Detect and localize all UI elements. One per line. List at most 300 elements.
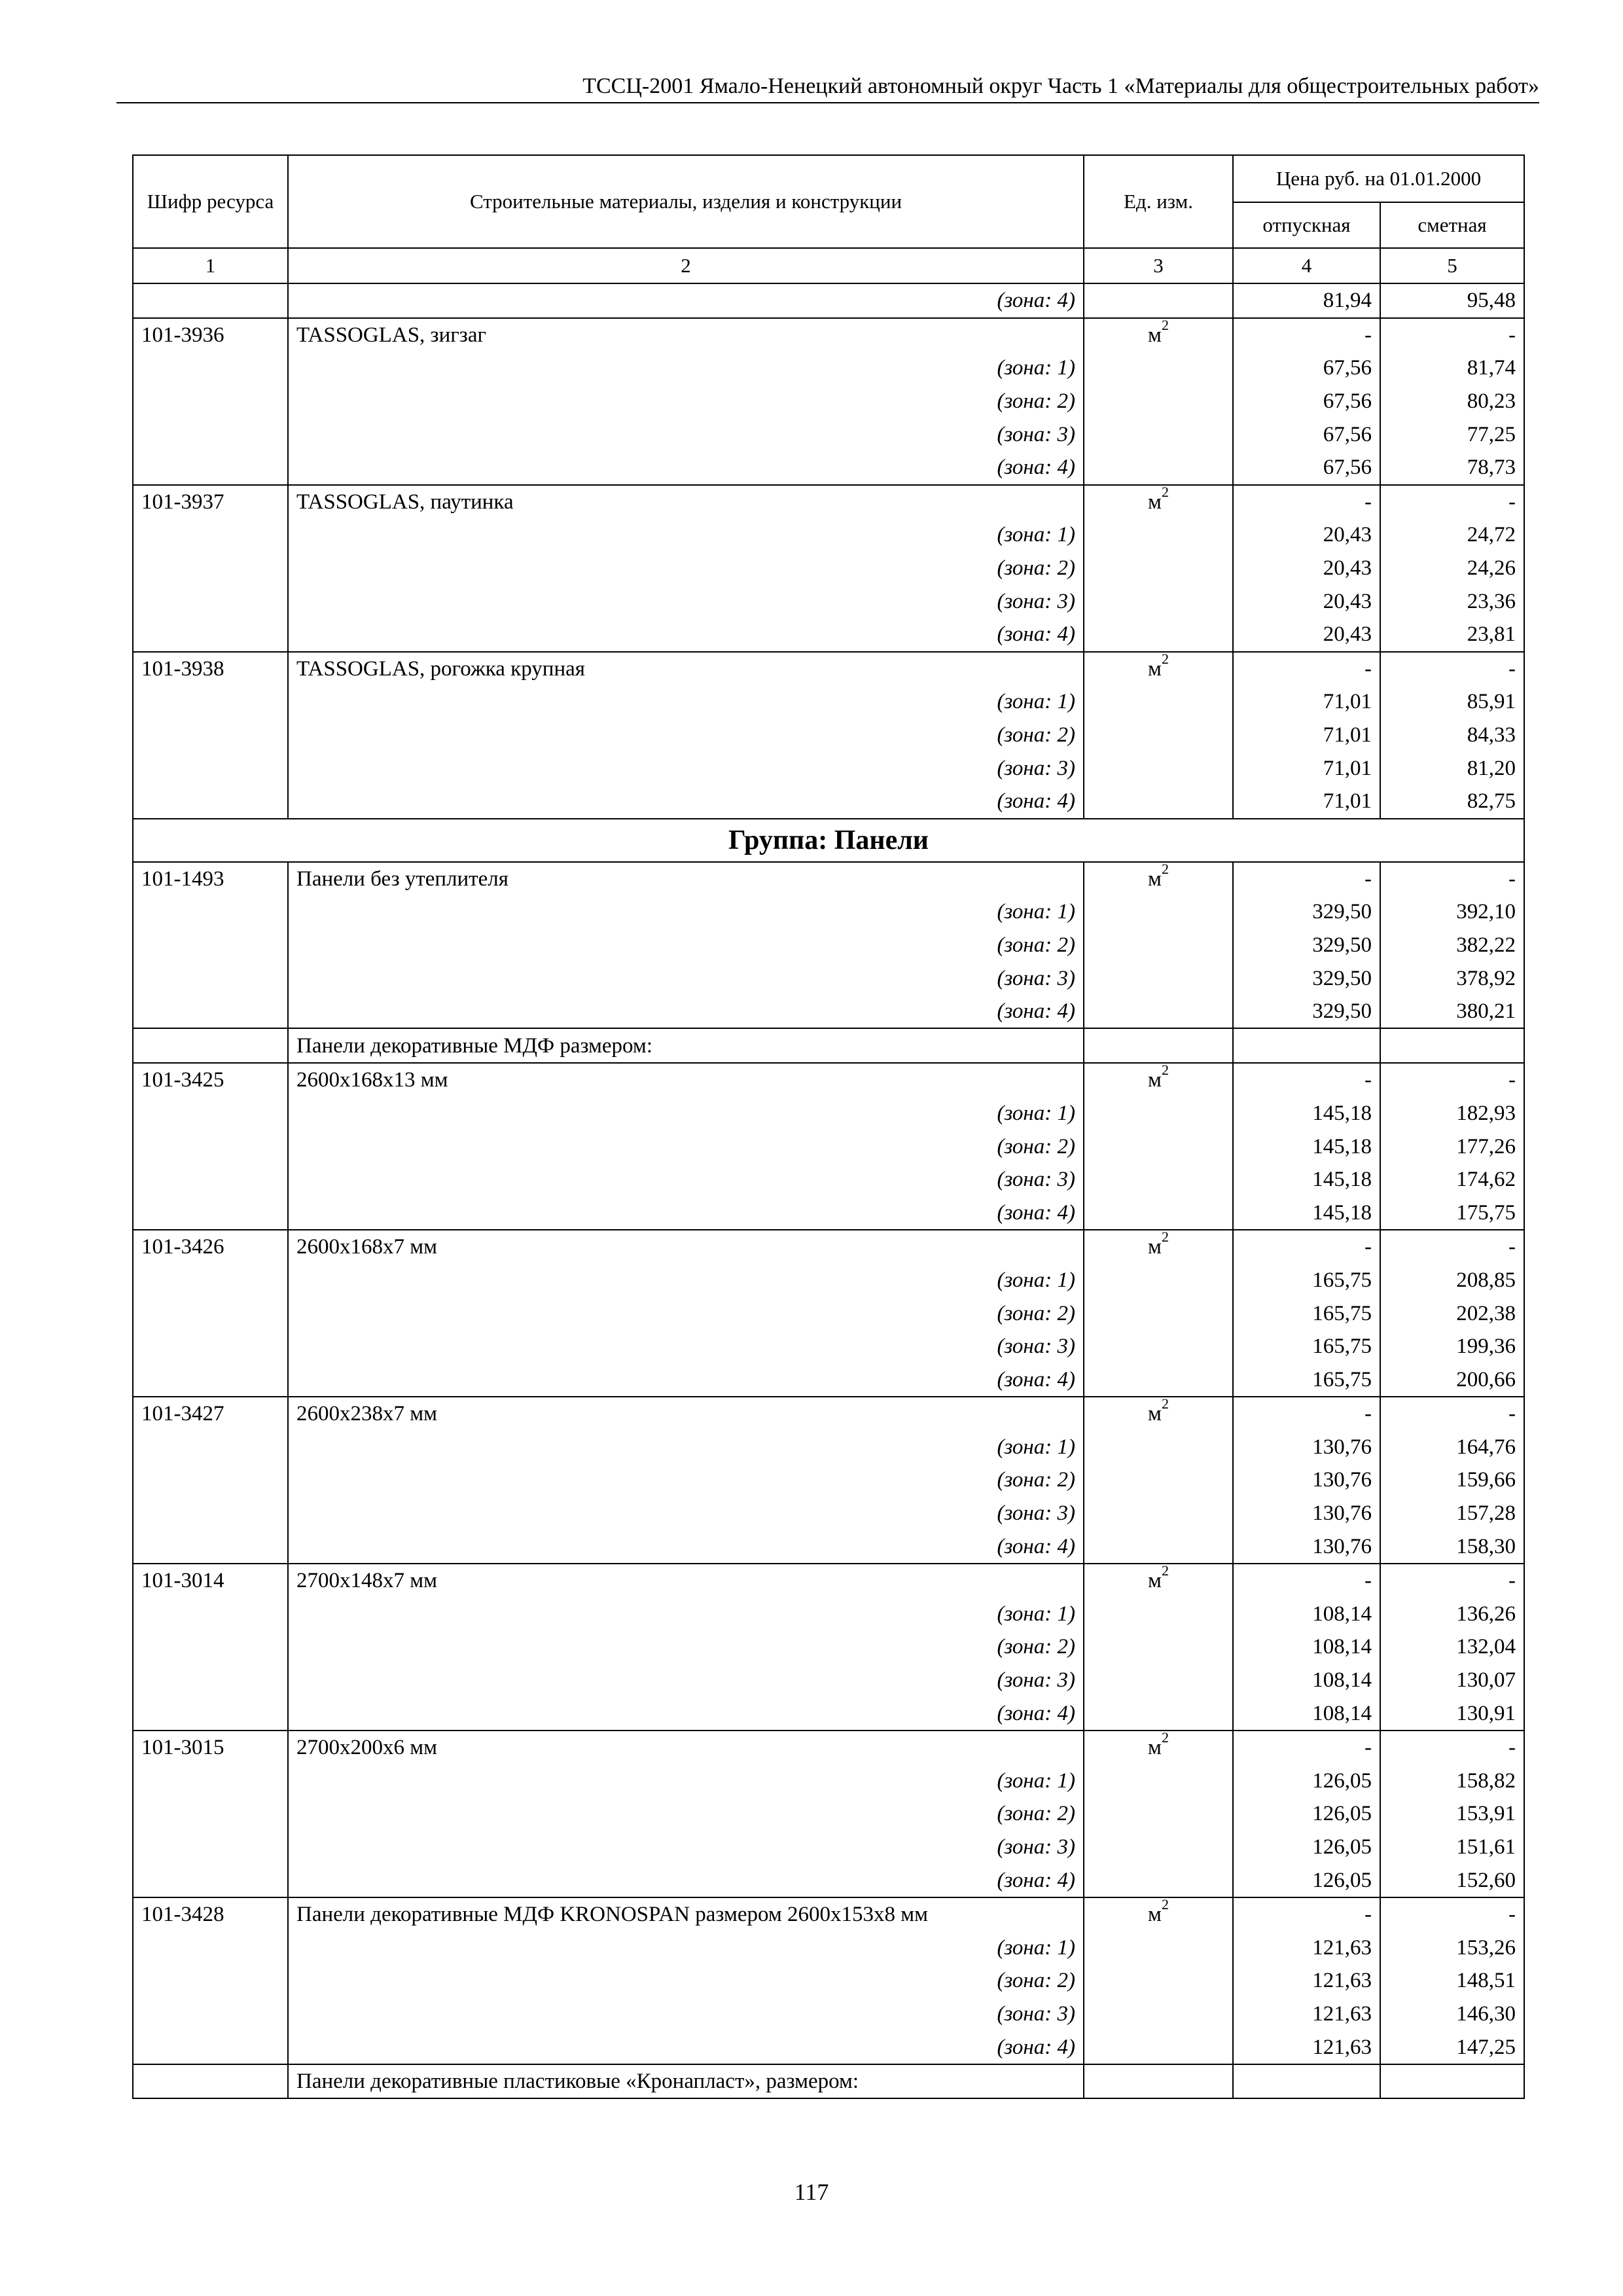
unit-cell: [1084, 1063, 1233, 1097]
unit-cell: [1084, 1765, 1233, 1798]
resource-code: [133, 895, 288, 929]
estimate-price: 164,76: [1380, 1431, 1524, 1464]
zone-row: [133, 1130, 1524, 1163]
estimate-price: 80,23: [1380, 385, 1524, 418]
zone-label: (зона: 4): [288, 618, 1084, 652]
release-price: 67,56: [1233, 385, 1380, 418]
resource-code: 101-3936: [133, 318, 288, 352]
zone-row: [133, 1363, 1524, 1397]
release-price: 20,43: [1233, 584, 1380, 618]
zone-row: [133, 351, 1524, 385]
zone-row: [133, 961, 1524, 995]
resource-code: [133, 1530, 288, 1564]
release-price: 71,01: [1233, 719, 1380, 752]
zone-row: [133, 1431, 1524, 1464]
resource-code: [133, 1431, 288, 1464]
zone-row: [133, 1264, 1524, 1297]
unit-cell: [1084, 1964, 1233, 1998]
resource-code: [133, 418, 288, 451]
release-price: 121,63: [1233, 1931, 1380, 1965]
unit-cell: [1084, 685, 1233, 719]
resource-code: [133, 2064, 288, 2099]
estimate-price: 152,60: [1380, 1863, 1524, 1897]
estimate-price: 130,91: [1380, 1696, 1524, 1731]
estimate-price: 147,25: [1380, 2030, 1524, 2064]
zone-label: (зона: 4): [288, 995, 1084, 1029]
estimate-price: 24,26: [1380, 552, 1524, 585]
unit-cell: [1084, 1097, 1233, 1130]
estimate-price: -: [1380, 1731, 1524, 1765]
resource-code: 101-3426: [133, 1230, 288, 1264]
release-price: -: [1233, 485, 1380, 519]
zone-label: (зона: 3): [288, 1998, 1084, 2031]
release-price: 126,05: [1233, 1831, 1380, 1864]
resource-code: [133, 2030, 288, 2064]
zone-row: [133, 1630, 1524, 1664]
zone-label: (зона: 3): [288, 961, 1084, 995]
zone-row: [133, 1863, 1524, 1897]
zone-label: (зона: 4): [288, 1696, 1084, 1731]
resource-code: [133, 584, 288, 618]
item-row: [133, 1063, 1524, 1097]
resource-code: [133, 552, 288, 585]
estimate-price: 174,62: [1380, 1163, 1524, 1196]
resource-code: [133, 751, 288, 785]
material-name: TASSOGLAS, паутинка: [288, 485, 1084, 519]
unit-cell: [1084, 1163, 1233, 1196]
resource-code: [133, 1297, 288, 1330]
unit-superscript: 2: [1161, 1230, 1169, 1246]
estimate-price: 392,10: [1380, 895, 1524, 929]
resource-code: [133, 1363, 288, 1397]
release-price: 145,18: [1233, 1130, 1380, 1163]
unit-cell: [1084, 418, 1233, 451]
unit-cell: [1084, 1196, 1233, 1230]
page-number: 117: [794, 2179, 829, 2205]
estimate-price: 153,91: [1380, 1797, 1524, 1831]
release-price: 145,18: [1233, 1196, 1380, 1230]
estimate-price: 84,33: [1380, 719, 1524, 752]
estimate-price: 81,20: [1380, 751, 1524, 785]
unit-cell: [1084, 1028, 1233, 1063]
resource-code: [133, 719, 288, 752]
release-price: 121,63: [1233, 2030, 1380, 2064]
unit-cell: [1084, 1497, 1233, 1530]
unit-cell: [1084, 283, 1233, 318]
unit-cell: [1084, 1863, 1233, 1897]
unit-cell: [1084, 1397, 1233, 1431]
zone-label: (зона: 3): [288, 1664, 1084, 1697]
unit-cell: [1084, 862, 1233, 896]
unit-cell: [1084, 652, 1233, 686]
unit-cell: [1084, 1630, 1233, 1664]
col-number-5: 5: [1380, 248, 1524, 283]
estimate-price: 151,61: [1380, 1831, 1524, 1864]
zone-label: (зона: 1): [288, 1264, 1084, 1297]
zone-label: (зона: 2): [288, 1797, 1084, 1831]
unit-cell: [1084, 1664, 1233, 1697]
unit-cell: [1084, 1931, 1233, 1965]
estimate-price: 158,30: [1380, 1530, 1524, 1564]
zone-label: (зона: 2): [288, 1463, 1084, 1497]
release-price: 121,63: [1233, 1964, 1380, 1998]
unit-cell: [1084, 785, 1233, 819]
resource-code: 101-3428: [133, 1897, 288, 1931]
estimate-price: 148,51: [1380, 1964, 1524, 1998]
release-price: 165,75: [1233, 1264, 1380, 1297]
release-price: 20,43: [1233, 552, 1380, 585]
release-price: 81,94: [1233, 283, 1380, 318]
zone-label: (зона: 4): [288, 1196, 1084, 1230]
resource-code: [133, 1998, 288, 2031]
release-price: 20,43: [1233, 618, 1380, 652]
zone-label: (зона: 1): [288, 685, 1084, 719]
resource-code: [133, 1598, 288, 1631]
resource-code: [133, 685, 288, 719]
zone-label: (зона: 2): [288, 552, 1084, 585]
subheader-row: [133, 1028, 1524, 1063]
zone-label: (зона: 2): [288, 719, 1084, 752]
release-price: [1233, 2064, 1380, 2099]
unit-label: м: [1148, 1235, 1162, 1259]
release-price: 71,01: [1233, 751, 1380, 785]
unit-cell: [1084, 1230, 1233, 1264]
resource-code: [133, 1130, 288, 1163]
estimate-price: [1380, 2064, 1524, 2099]
zone-label: (зона: 4): [288, 785, 1084, 819]
estimate-price: 95,48: [1380, 283, 1524, 318]
item-row: [133, 862, 1524, 896]
zone-label: (зона: 2): [288, 385, 1084, 418]
zone-row: [133, 929, 1524, 962]
unit-label: м: [1148, 323, 1162, 347]
unit-label: м: [1148, 1569, 1162, 1593]
zone-label: (зона: 3): [288, 1163, 1084, 1196]
resource-code: [133, 1664, 288, 1697]
material-name: 2700х200х6 мм: [288, 1731, 1084, 1765]
zone-row: [133, 719, 1524, 752]
release-price: 121,63: [1233, 1998, 1380, 2031]
release-price: 329,50: [1233, 929, 1380, 962]
zone-label: (зона: 1): [288, 1598, 1084, 1631]
estimate-price: 175,75: [1380, 1196, 1524, 1230]
estimate-price: -: [1380, 485, 1524, 519]
resource-code: [133, 451, 288, 485]
unit-cell: [1084, 1130, 1233, 1163]
release-price: [1233, 1028, 1380, 1063]
unit-superscript: 2: [1161, 1897, 1169, 1913]
estimate-price: 132,04: [1380, 1630, 1524, 1664]
zone-label: (зона: 1): [288, 895, 1084, 929]
estimate-price: 202,38: [1380, 1297, 1524, 1330]
estimate-price: -: [1380, 1397, 1524, 1431]
estimate-price: 77,25: [1380, 418, 1524, 451]
unit-cell: [1084, 1831, 1233, 1864]
estimate-price: 78,73: [1380, 451, 1524, 485]
release-price: -: [1233, 1230, 1380, 1264]
unit-cell: [1084, 1431, 1233, 1464]
resource-code: [133, 1964, 288, 1998]
subheader-row: [133, 2064, 1524, 2099]
release-price: 67,56: [1233, 351, 1380, 385]
material-name: 2600х238х7 мм: [288, 1397, 1084, 1431]
resource-code: [133, 1330, 288, 1363]
unit-superscript: 2: [1161, 861, 1169, 877]
table-body: [133, 283, 1524, 2098]
header-estimate-price: сметная: [1380, 202, 1524, 248]
unit-cell: [1084, 485, 1233, 519]
zone-row: [133, 1497, 1524, 1530]
release-price: -: [1233, 318, 1380, 352]
resource-code: [133, 1264, 288, 1297]
zone-row: [133, 552, 1524, 585]
zone-row: [133, 995, 1524, 1029]
page-header: ТССЦ-2001 Ямало-Ненецкий автономный округ Часть 1 «Материалы для общестроительных работ»: [116, 72, 1539, 103]
estimate-price: 146,30: [1380, 1998, 1524, 2031]
resource-code: [133, 1497, 288, 1530]
release-price: 165,75: [1233, 1330, 1380, 1363]
unit-cell: [1084, 2030, 1233, 2064]
resource-code: [133, 1931, 288, 1965]
zone-row: [133, 1664, 1524, 1697]
material-name: 2600х168х7 мм: [288, 1230, 1084, 1264]
resource-code: [133, 351, 288, 385]
group-title: Группа: Панели: [133, 819, 1524, 862]
release-price: -: [1233, 1731, 1380, 1765]
zone-label: (зона: 4): [288, 1530, 1084, 1564]
header-name: Строительные материалы, изделия и конструкции: [288, 155, 1084, 248]
unit-label: м: [1148, 867, 1162, 891]
estimate-price: 153,26: [1380, 1931, 1524, 1965]
zone-label: (зона: 4): [288, 1363, 1084, 1397]
estimate-price: 82,75: [1380, 785, 1524, 819]
unit-label: м: [1148, 1068, 1162, 1092]
estimate-price: 130,07: [1380, 1664, 1524, 1697]
estimate-price: 23,81: [1380, 618, 1524, 652]
resource-code: 101-3937: [133, 485, 288, 519]
price-table: [132, 154, 1525, 2099]
resource-code: [133, 1831, 288, 1864]
zone-row: [133, 1530, 1524, 1564]
zone-row: [133, 1598, 1524, 1631]
unit-superscript: 2: [1161, 1563, 1169, 1579]
zone-label: (зона: 2): [288, 929, 1084, 962]
estimate-price: 208,85: [1380, 1264, 1524, 1297]
resource-code: [133, 518, 288, 552]
estimate-price: -: [1380, 652, 1524, 686]
item-row: [133, 318, 1524, 352]
unit-cell: [1084, 584, 1233, 618]
estimate-price: -: [1380, 1897, 1524, 1931]
unit-cell: [1084, 961, 1233, 995]
zone-row: [133, 385, 1524, 418]
col-number-4: 4: [1233, 248, 1380, 283]
resource-code: [133, 929, 288, 962]
header-unit: Ед. изм.: [1084, 155, 1233, 248]
resource-code: [133, 618, 288, 652]
resource-code: [133, 1196, 288, 1230]
subheader-name: Панели декоративные пластиковые «Кронапласт», размером:: [288, 2064, 1084, 2099]
material-name: 2700х148х7 мм: [288, 1564, 1084, 1598]
release-price: 20,43: [1233, 518, 1380, 552]
release-price: -: [1233, 862, 1380, 896]
zone-label: (зона: 2): [288, 1630, 1084, 1664]
zone-label: (зона: 3): [288, 584, 1084, 618]
unit-cell: [1084, 995, 1233, 1029]
resource-code: [133, 283, 288, 318]
unit-cell: [1084, 618, 1233, 652]
release-price: 108,14: [1233, 1696, 1380, 1731]
zone-label: (зона: 1): [288, 351, 1084, 385]
item-row: [133, 652, 1524, 686]
zone-label: (зона: 3): [288, 418, 1084, 451]
unit-cell: [1084, 1598, 1233, 1631]
unit-superscript: 2: [1161, 1397, 1169, 1412]
estimate-price: 199,36: [1380, 1330, 1524, 1363]
zone-row: [133, 584, 1524, 618]
zone-label: (зона: 3): [288, 1831, 1084, 1864]
unit-label: м: [1148, 1402, 1162, 1426]
unit-cell: [1084, 1564, 1233, 1598]
unit-cell: [1084, 1998, 1233, 2031]
release-price: 329,50: [1233, 995, 1380, 1029]
release-price: 71,01: [1233, 685, 1380, 719]
estimate-price: 159,66: [1380, 1463, 1524, 1497]
subheader-name: Панели декоративные МДФ размером:: [288, 1028, 1084, 1063]
unit-cell: [1084, 1696, 1233, 1731]
resource-code: 101-3425: [133, 1063, 288, 1097]
unit-cell: [1084, 1297, 1233, 1330]
zone-row: [133, 1330, 1524, 1363]
unit-label: м: [1148, 490, 1162, 514]
estimate-price: 24,72: [1380, 518, 1524, 552]
release-price: -: [1233, 1897, 1380, 1931]
zone-row: [133, 1931, 1524, 1965]
zone-row: [133, 1765, 1524, 1798]
zone-label: (зона: 2): [288, 1297, 1084, 1330]
zone-label: (зона: 3): [288, 1497, 1084, 1530]
release-price: 130,76: [1233, 1530, 1380, 1564]
resource-code: [133, 1463, 288, 1497]
resource-code: 101-3014: [133, 1564, 288, 1598]
unit-cell: [1084, 385, 1233, 418]
unit-cell: [1084, 1797, 1233, 1831]
col-number-1: 1: [133, 248, 288, 283]
zone-row: [133, 1998, 1524, 2031]
zone-label: (зона: 1): [288, 1431, 1084, 1464]
zone-label: (зона: 4): [288, 451, 1084, 485]
zone-row: [133, 1463, 1524, 1497]
material-name: 2600х168х13 мм: [288, 1063, 1084, 1097]
resource-code: [133, 1797, 288, 1831]
unit-cell: [1084, 1330, 1233, 1363]
header-code: Шифр ресурса: [133, 155, 288, 248]
unit-superscript: 2: [1161, 651, 1169, 667]
zone-label: (зона: 3): [288, 751, 1084, 785]
estimate-price: 378,92: [1380, 961, 1524, 995]
estimate-price: -: [1380, 1063, 1524, 1097]
item-row: [133, 1731, 1524, 1765]
estimate-price: 23,36: [1380, 584, 1524, 618]
unit-label: м: [1148, 1736, 1162, 1760]
estimate-price: -: [1380, 1564, 1524, 1598]
zone-label: (зона: 3): [288, 1330, 1084, 1363]
item-row: [133, 1397, 1524, 1431]
zone-label: (зона: 1): [288, 1765, 1084, 1798]
zone-row: [133, 451, 1524, 485]
unit-cell: [1084, 929, 1233, 962]
estimate-price: 177,26: [1380, 1130, 1524, 1163]
resource-code: [133, 385, 288, 418]
zone-row: [133, 685, 1524, 719]
zone-row: [133, 2030, 1524, 2064]
unit-cell: [1084, 1530, 1233, 1564]
item-row: [133, 485, 1524, 519]
zone-row: [133, 751, 1524, 785]
estimate-price: [1380, 1028, 1524, 1063]
release-price: -: [1233, 1063, 1380, 1097]
resource-code: 101-3938: [133, 652, 288, 686]
release-price: 130,76: [1233, 1497, 1380, 1530]
resource-code: 101-3427: [133, 1397, 288, 1431]
release-price: 67,56: [1233, 451, 1380, 485]
release-price: 108,14: [1233, 1664, 1380, 1697]
estimate-price: 200,66: [1380, 1363, 1524, 1397]
unit-label: м: [1148, 656, 1162, 681]
resource-code: 101-3015: [133, 1731, 288, 1765]
group-row: [133, 819, 1524, 862]
estimate-price: 182,93: [1380, 1097, 1524, 1130]
release-price: 126,05: [1233, 1863, 1380, 1897]
zone-label: (зона: 1): [288, 518, 1084, 552]
unit-cell: [1084, 1264, 1233, 1297]
zone-row: [133, 1297, 1524, 1330]
estimate-price: -: [1380, 1230, 1524, 1264]
resource-code: [133, 1028, 288, 1063]
release-price: 71,01: [1233, 785, 1380, 819]
estimate-price: 158,82: [1380, 1765, 1524, 1798]
estimate-price: 382,22: [1380, 929, 1524, 962]
col-number-2: 2: [288, 248, 1084, 283]
release-price: 130,76: [1233, 1463, 1380, 1497]
col-number-3: 3: [1084, 248, 1233, 283]
zone-label: (зона: 2): [288, 1130, 1084, 1163]
zone-row: [133, 1797, 1524, 1831]
unit-cell: [1084, 751, 1233, 785]
zone-label: (зона: 4): [288, 283, 1084, 318]
unit-cell: [1084, 1363, 1233, 1397]
zone-row: [133, 1196, 1524, 1230]
estimate-price: 85,91: [1380, 685, 1524, 719]
zone-row: [133, 618, 1524, 652]
resource-code: [133, 1765, 288, 1798]
release-price: 67,56: [1233, 418, 1380, 451]
release-price: 329,50: [1233, 895, 1380, 929]
material-name: Панели без утеплителя: [288, 862, 1084, 896]
resource-code: [133, 1163, 288, 1196]
release-price: 145,18: [1233, 1097, 1380, 1130]
material-name: TASSOGLAS, зигзаг: [288, 318, 1084, 352]
zone-row: [133, 1831, 1524, 1864]
release-price: 108,14: [1233, 1598, 1380, 1631]
release-price: -: [1233, 652, 1380, 686]
zone-row: [133, 283, 1524, 318]
release-price: 126,05: [1233, 1765, 1380, 1798]
unit-label: м: [1148, 1903, 1162, 1927]
item-row: [133, 1230, 1524, 1264]
zone-label: (зона: 2): [288, 1964, 1084, 1998]
zone-row: [133, 1097, 1524, 1130]
